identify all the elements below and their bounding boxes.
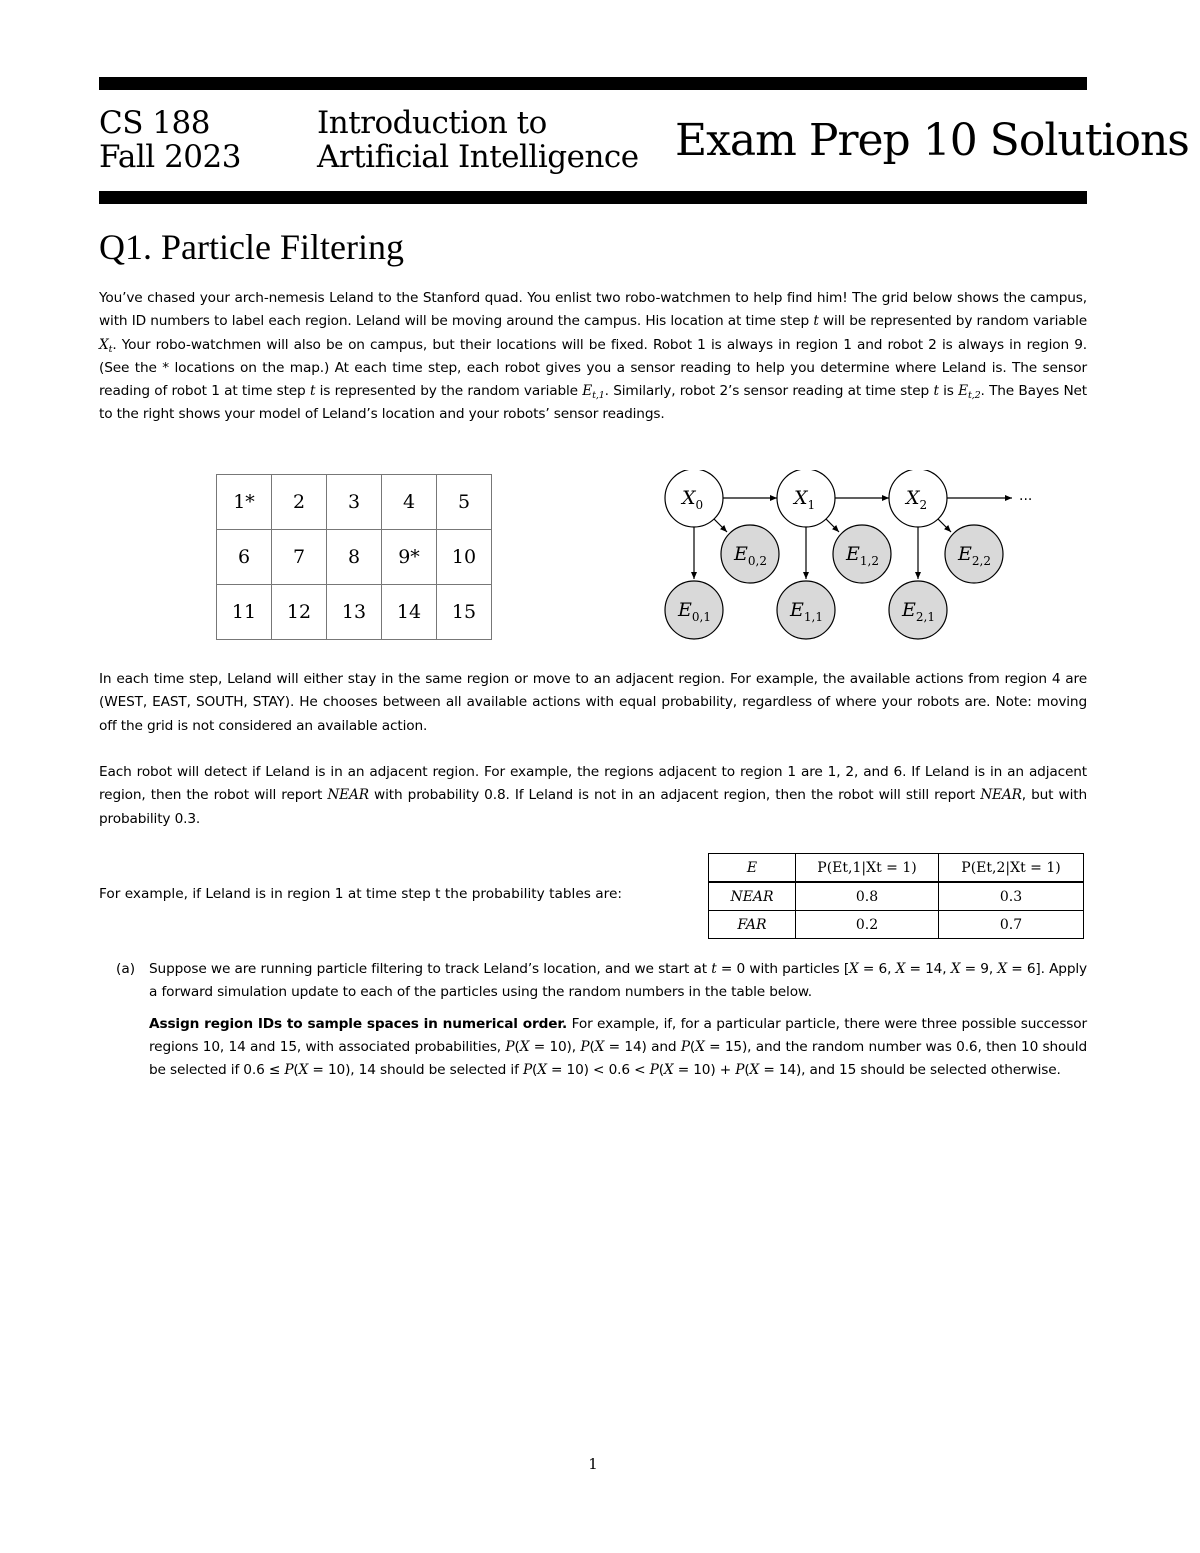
grid-cell: 10 — [437, 530, 492, 585]
grid-cell: 12 — [272, 585, 327, 640]
bn-label-e12: $E_{1,2}$ — [846, 543, 879, 568]
prob-table-header: E — [709, 854, 796, 883]
bn-ellipsis: ··· — [1019, 492, 1033, 508]
sensor-paragraph: Each robot will detect if Leland is in an adjacent region. For example, the regions adjacent to region 1 are 1, 2, and 6. If Leland is in an adjacent region, then the robot will report NEAR with probability 0.8. If Leland is not in an adjacent region, then the robot will still report NEAR, but with probability 0.3. — [99, 764, 1087, 827]
prob-table-header-row — [709, 854, 1084, 883]
prob-table-header: P(Et,1|Xt = 1) — [796, 854, 939, 883]
prob-table-row — [709, 911, 1084, 939]
part-a — [116, 958, 1087, 1090]
bn-label-x1: $X_1$ — [794, 487, 816, 512]
prob-table-caption: For example, if Leland is in region 1 at time step t the probability tables are: — [99, 886, 622, 902]
bn-label-e11: $E_{1,1}$ — [790, 599, 823, 624]
grid-cell: 3 — [327, 475, 382, 530]
prob-table-cell: 0.3 — [939, 882, 1084, 911]
intro-paragraph: You’ve chased your arch-nemesis Leland to the Stanford quad. You enlist two robo-watchmen to help find him! The grid below shows the campus, with ID numbers to label each region. Leland will be moving around the campus. His location at time step t will be represented by random variable $X_t$. Your robo-watchmen will also be on campus, but their locations will be fixed. Robot 1 is always in region 1 and robot 2 is always in region 9. (See the * locations on the map.) At each time step, each robot gives you a sensor reading to help you determine where Leland is. The sensor reading of robot 1 at time step t is represented by the random variable $E_{t,1}$. Similarly, robot 2’s sensor reading at time step t is $E_{t,2}$. The Bayes Net to the right shows your model of Leland’s location and your robots’ sensor readings. — [99, 290, 1088, 423]
grid-row — [217, 530, 492, 585]
grid-cell: 7 — [272, 530, 327, 585]
part-a-label: (a) — [116, 961, 136, 977]
prob-table-row — [709, 882, 1084, 911]
header-rule-top — [99, 77, 1087, 90]
grid-cell: 15 — [437, 585, 492, 640]
question-title: Q1. Particle Filtering — [99, 227, 404, 267]
grid-cell: 2 — [272, 475, 327, 530]
bn-label-e22: $E_{2,2}$ — [958, 543, 991, 568]
grid-cell: 11 — [217, 585, 272, 640]
bn-label-e21: $E_{2,1}$ — [902, 599, 935, 624]
grid-cell: 4 — [382, 475, 437, 530]
course-term: Fall 2023 — [99, 139, 241, 175]
header-rule-bottom — [99, 191, 1087, 204]
grid-cell: 1* — [217, 475, 272, 530]
grid-cell: 9* — [382, 530, 437, 585]
bayes-net-diagram — [655, 470, 1065, 650]
bn-label-e01: $E_{0,1}$ — [678, 599, 711, 624]
probability-table — [708, 853, 1084, 939]
prob-table-cell: NEAR — [709, 882, 796, 911]
prob-table-cell: 0.8 — [796, 882, 939, 911]
movement-paragraph: In each time step, Leland will either stay in the same region or move to an adjacent region. For example, the available actions from region 4 are (WEST, EAST, SOUTH, STAY). He chooses between all available actions with equal probability, regardless of where your robots are. Note: moving off the grid is not considered an available action. — [99, 671, 1087, 734]
prob-table-header: P(Et,2|Xt = 1) — [939, 854, 1084, 883]
course-title-line2: Artificial Intelligence — [317, 139, 639, 175]
course-title-line1: Introduction to — [317, 105, 547, 141]
campus-grid — [216, 474, 492, 640]
bn-label-x2: $X_2$ — [906, 487, 928, 512]
course-number: CS 188 — [99, 105, 210, 141]
grid-cell: 8 — [327, 530, 382, 585]
prob-table-cell: 0.7 — [939, 911, 1084, 939]
page-number: 1 — [588, 1455, 598, 1473]
exam-title: Exam Prep 10 Solutions — [675, 115, 1189, 166]
prob-table-cell: FAR — [709, 911, 796, 939]
grid-cell: 13 — [327, 585, 382, 640]
grid-row — [217, 475, 492, 530]
grid-row — [217, 585, 492, 640]
course-title — [317, 106, 639, 174]
bn-label-e02: $E_{0,2}$ — [734, 543, 767, 568]
part-a-body: Suppose we are running particle filtering to track Leland’s location, and we start at t = 0 with particles [X = 6, X = 14, X = 9, X = 6]. Apply a forward simulation update to each of the particles using the random numbers in the table below. Assign region IDs to sample spaces in numerical order. For example, if, for a particular particle, there were three possible successor regions 10, 14 and 15, with associated probabilities, P(X = 10), P(X = 14) and P(X = 15), and the random number was 0.6, then 10 should be selected if 0.6 ≤ P(X = 10), 14 should be selected if P(X = 10) < 0.6 < P(X = 10) + P(X = 14), and 15 should be selected otherwise. — [149, 961, 1087, 1079]
bn-label-x0: $X_0$ — [682, 487, 704, 512]
prob-table-cell: 0.2 — [796, 911, 939, 939]
grid-cell: 5 — [437, 475, 492, 530]
course-id — [99, 106, 241, 174]
grid-cell: 6 — [217, 530, 272, 585]
grid-cell: 14 — [382, 585, 437, 640]
